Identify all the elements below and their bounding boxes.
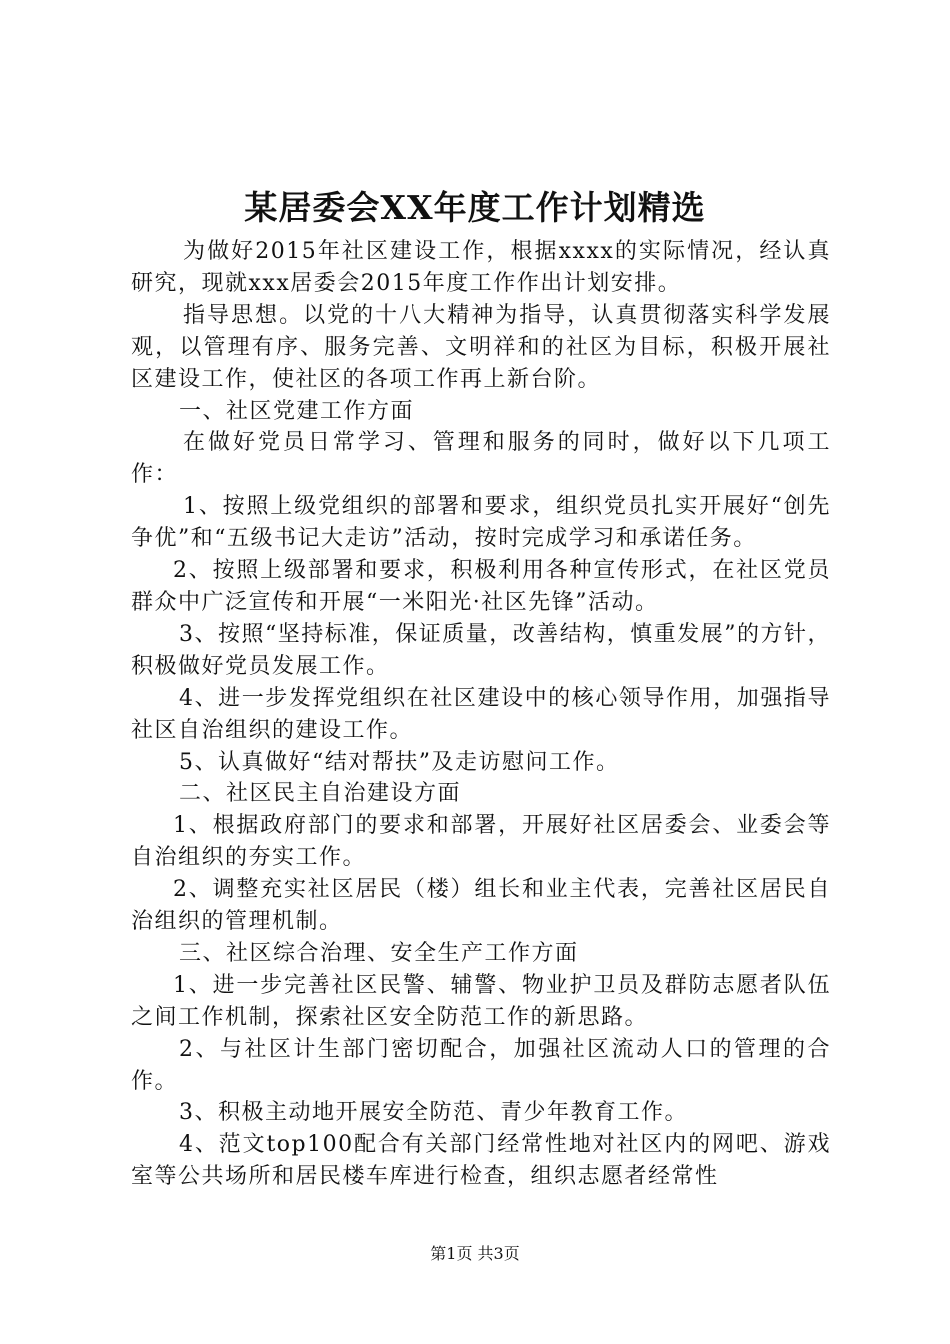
list-item: 4、进一步发挥党组织在社区建设中的核心领导作用，加强指导社区自治组织的建设工作。 [131,685,831,743]
section-heading-1: 一、社区党建工作方面 [179,398,415,424]
paragraph: 在做好党员日常学习、管理和服务的同时，做好以下几项工作： [131,430,831,488]
list-item: 2、按照上级部署和要求，积极利用各种宣传形式，在社区党员群众中广泛宣传和开展“一米阳光·社区先锋”活动。 [131,558,831,615]
paragraph-guiding-thought: 指导思想。以党的十八大精神为指导，认真贯彻落实科学发展观，以管理有序、服务完善、文明祥和的社区为目标，积极开展社区建设工作，使社区的各项工作再上新台阶。 [131,302,831,392]
list-item: 4、范文top100配合有关部门经常性地对社区内的网吧、游戏室等公共场所和居民楼车库进行检查，组织志愿者经常性 [131,1132,831,1190]
section-heading-3: 三、社区综合治理、安全生产工作方面 [179,940,579,966]
document-title: 某居委会XX年度工作计划精选 [244,188,706,227]
list-item: 2、与社区计生部门密切配合，加强社区流动人口的管理的合作。 [131,1036,831,1094]
document-body [131,236,831,1193]
list-item: 1、根据政府部门的要求和部署，开展好社区居委会、业委会等自治组织的夯实工作。 [131,813,831,871]
section-heading-2: 二、社区民主自治建设方面 [179,781,462,807]
list-item: 1、进一步完善社区民警、辅警、物业护卫员及群防志愿者队伍之间工作机制，探索社区安全防范工作的新思路。 [131,972,831,1030]
list-item: 3、积极主动地开展安全防范、青少年教育工作。 [179,1100,688,1126]
list-item: 3、按照“坚持标准，保证质量，改善结构，慎重发展”的方针，积极做好党员发展工作。 [131,621,831,679]
paragraph-intro: 为做好2015年社区建设工作，根据xxxx的实际情况，经认真研究，现就xxx居委会2015年度工作作出计划安排。 [131,239,831,296]
list-item: 5、认真做好“结对帮扶”及走访慰问工作。 [179,749,620,775]
page-footer: 第1页 共3页 [430,1244,520,1263]
list-item: 1、按照上级党组织的部署和要求，组织党员扎实开展好“创先争优”和“五级书记大走访”活动，按时完成学习和承诺任务。 [131,494,831,552]
list-item: 2、调整充实社区居民（楼）组长和业主代表，完善社区居民自治组织的管理机制。 [131,877,831,935]
